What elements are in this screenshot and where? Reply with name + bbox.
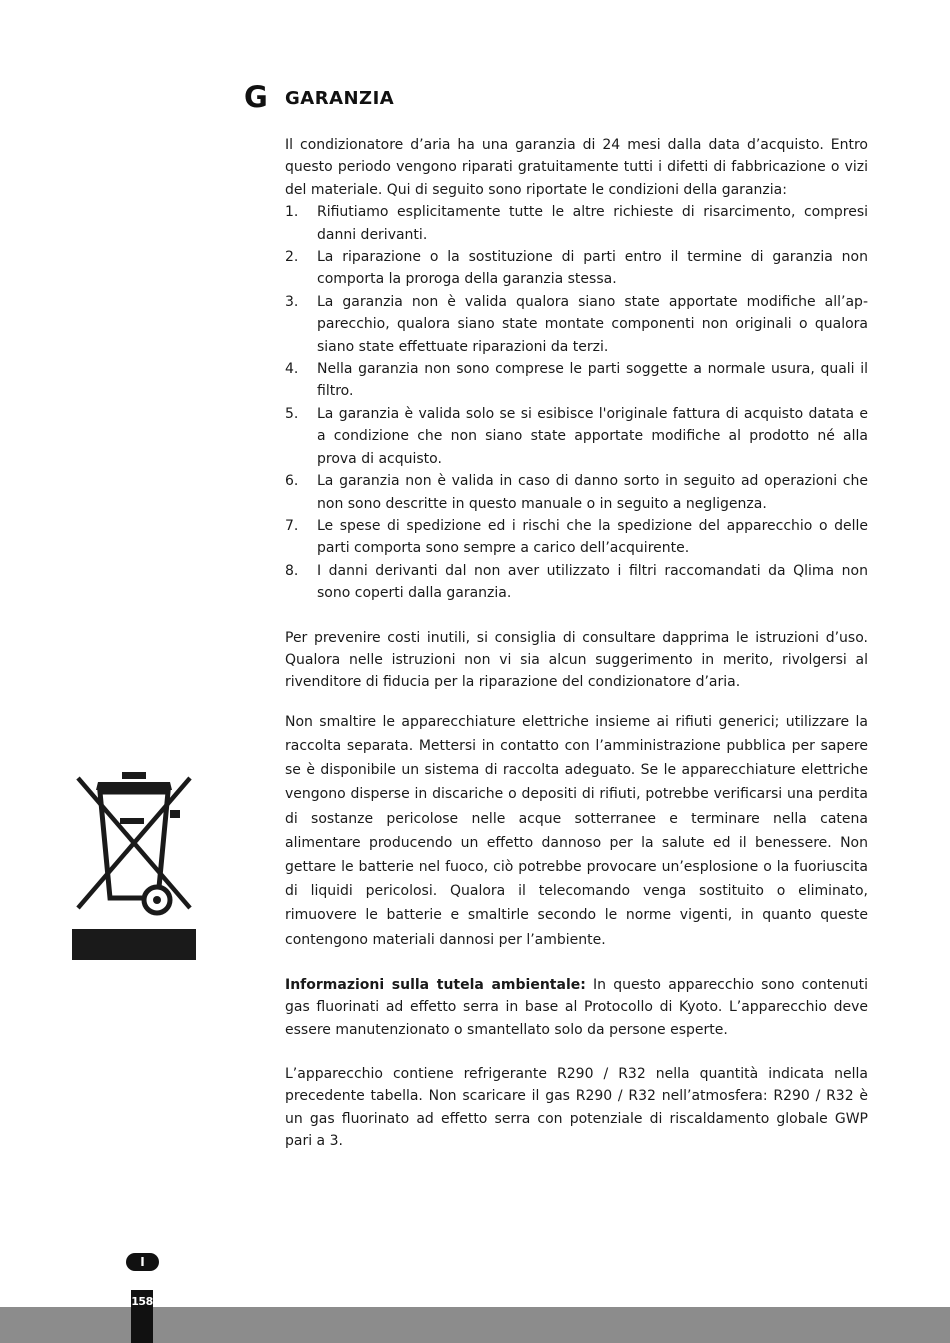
warranty-conditions-list (285, 201, 868, 604)
warranty-content (285, 134, 868, 1153)
section-letter: G (244, 80, 268, 114)
crossed-out-wheelie-bin-icon (72, 770, 196, 960)
list-text: La riparazione o la sostituzione di parti entro il termine di garanzia non comporta la proroga della garanzia stessa. (317, 249, 868, 288)
list-number: 2. (285, 249, 299, 266)
list-item (285, 246, 868, 291)
intro-paragraph: Il condizionatore d’aria ha una garanzia di 24 mesi dalla data d’acquisto. Entro questo periodo vengono riparati gratuitamente tutti i difetti di fabbricazione o vizi del materiale. Qui di seguito sono riportate le condizioni della garanzia: (285, 137, 868, 198)
list-text: Nella garanzia non sono comprese le parti soggette a normale usura, quali il filtro. (317, 361, 868, 400)
list-number: 8. (285, 562, 299, 579)
list-item (285, 358, 868, 403)
list-item (285, 291, 868, 358)
advice-paragraph: Per prevenire costi inutili, si consiglia di consultare dapprima le istruzioni d’uso. Qualora nelle istruzioni non vi sia alcun suggerimento in merito, rivolgersi al rivenditore di fiducia per la riparazione del condizionatore d’aria. (285, 629, 868, 691)
list-item (285, 201, 868, 246)
list-item (285, 470, 868, 515)
list-item (285, 515, 868, 560)
list-text: Le spese di spedizione ed i rischi che la spedizione del apparecchio o delle parti comporta sono sempre a carico dell’acquirente. (317, 517, 868, 557)
page-number-tab (131, 1290, 153, 1343)
list-number: 4. (285, 361, 299, 378)
refrigerant-paragraph: L’apparecchio contiene refrigerante R290 / R32 nella quantità indicata nella precedente tabella. Non scaricare il gas R290 / R32 nell’atmosfera: R290 / R32 è un gas fluorinato ad effetto serra con potenziale di riscaldamento globale GWP pari a 3. (285, 1066, 868, 1150)
environment-label: Informazioni sulla tutela ambientale: (285, 976, 586, 993)
list-number: 5. (285, 405, 299, 422)
list-text: La garanzia non è valida in caso di danno sorto in seguito ad operazioni che non sono descritte in questo manuale o in seguito a negligenza. (317, 473, 868, 512)
list-number: 6. (285, 473, 299, 490)
page-number: 158 (131, 1295, 153, 1308)
list-number: 7. (285, 517, 299, 534)
list-number: 1. (285, 204, 299, 221)
list-text: La garanzia è valida solo se si esibisce l'originale fattura di acquisto datata e a condizione che non siano state apportate modifiche al prodotto né alla prova di acquisto. (317, 405, 868, 467)
list-item (285, 560, 868, 605)
list-number: 3. (285, 293, 299, 310)
language-badge: I (126, 1253, 159, 1271)
disposal-paragraph: Non smaltire le apparecchiature elettriche insieme ai rifiuti generici; utilizzare la raccolta separata. Mettersi in contatto con l’amministrazione pubblica per sapere se è disponibile un sistema di raccolta adeguato. Se le apparecchiature elettriche vengono disperse in discariche o depositi di rifiuti, potrebbe verificarsi una perdita di sostanze pericolose nelle acque sotterranee e terminare nella catena alimentare producendo un effetto dannoso per la salute ed il benessere. Non gettare le batterie nel fuoco, ciò potrebbe provocare un’esplosione o la fuoriuscita di liquidi pericolosi. Qualora il telecomando venga sostituito o eliminato, rimuovere le batterie e smaltirle secondo le norme vigenti, in quanto queste contengono materiali dannosi per l’ambiente. (285, 713, 868, 948)
list-text: Rifiutiamo esplicitamente tutte le altre richieste di risarcimento, compresi danni derivanti. (317, 204, 868, 243)
list-text: I danni derivanti dal non aver utilizzato i filtri raccomandati da Qlima non sono coperti dalla garanzia. (317, 562, 868, 602)
list-text: La garanzia non è valida qualora siano state apportate modifiche all’ap-parecchio, qualora siano state montate componenti non originali o qualora siano state effettuate riparazioni da terzi. (317, 293, 868, 355)
section-title: GARANZIA (285, 88, 395, 109)
environment-text: In questo apparecchio sono contenuti gas fluorinati ad effetto serra in base al Protocollo di Kyoto. L’apparecchio deve essere manutenzionato o smantellato solo da persone esperte. (285, 976, 868, 1038)
list-item (285, 403, 868, 470)
environment-paragraph (285, 974, 868, 1041)
